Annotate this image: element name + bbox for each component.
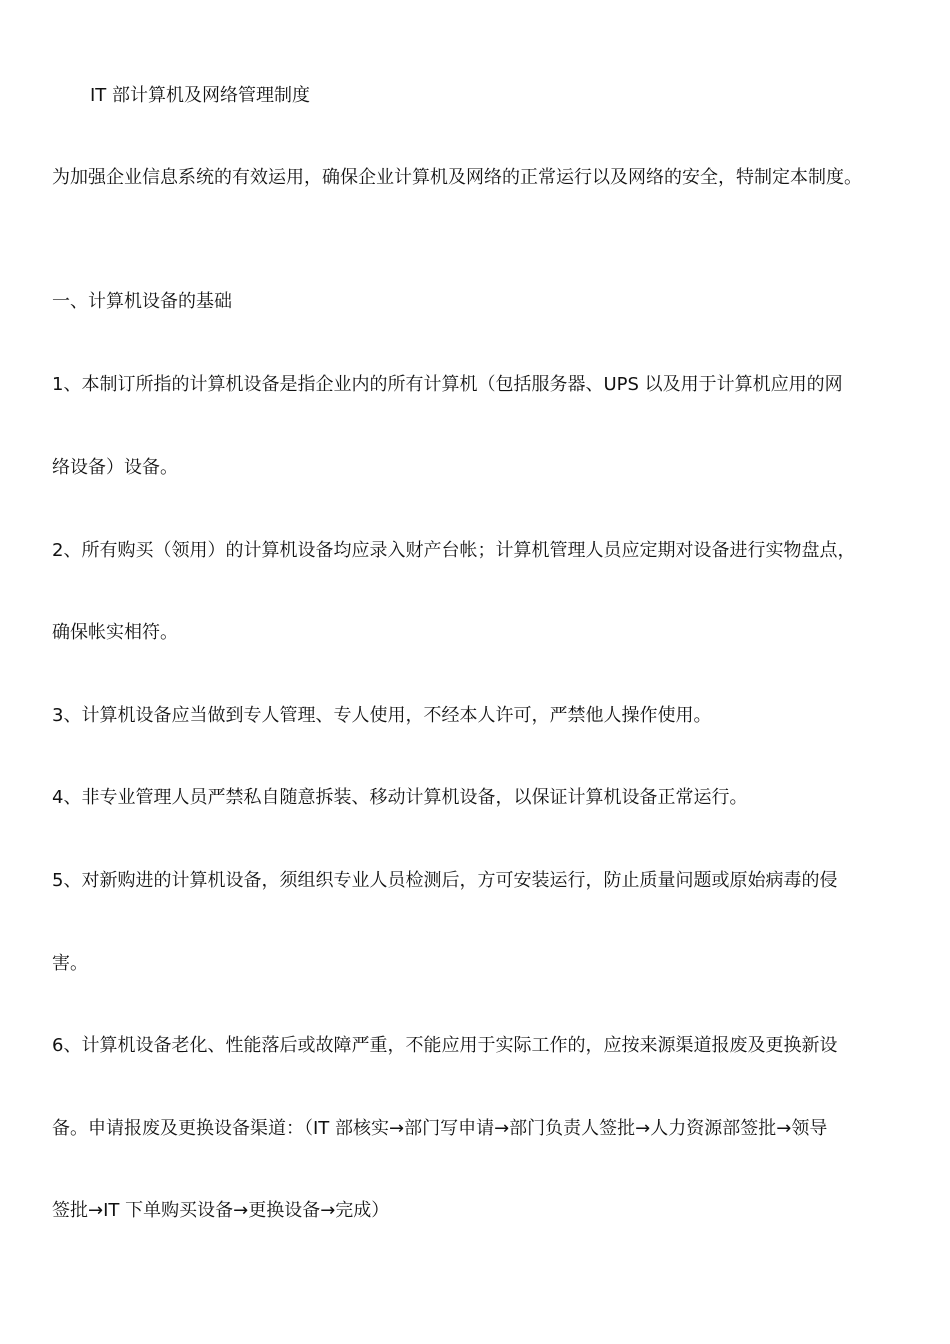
item-2-line-2: 确保帐实相符。 <box>52 622 178 643</box>
item-5-line-2: 害。 <box>52 953 88 974</box>
item-3-line-1: 3、计算机设备应当做到专人管理、专人使用，不经本人许可，严禁他人操作使用。 <box>52 705 712 726</box>
item-1-line-1: 1、本制订所指的计算机设备是指企业内的所有计算机（包括服务器、UPS 以及用于计算机应用的网 <box>52 374 843 395</box>
item-1-line-2: 络设备）设备。 <box>52 457 178 478</box>
item-5-line-1: 5、对新购进的计算机设备，须组织专业人员检测后，方可安装运行，防止质量问题或原始病毒的侵 <box>52 870 838 891</box>
item-2-line-1: 2、所有购买（领用）的计算机设备均应录入财产台帐；计算机管理人员应定期对设备进行实物盘点， <box>52 540 856 561</box>
intro-paragraph: 为加强企业信息系统的有效运用，确保企业计算机及网络的正常运行以及网络的安全，特制定本制度。 <box>52 167 862 188</box>
document-title: IT 部计算机及网络管理制度 <box>90 85 311 106</box>
section-heading: 一、计算机设备的基础 <box>52 291 232 312</box>
item-6-line-1: 6、计算机设备老化、性能落后或故障严重，不能应用于实际工作的，应按来源渠道报废及更换新设 <box>52 1035 838 1056</box>
item-6-line-2: 备。申请报废及更换设备渠道：（IT 部核实→部门写申请→部门负责人签批→人力资源部签批→领导 <box>52 1118 828 1139</box>
item-4-line-1: 4、非专业管理人员严禁私自随意拆装、移动计算机设备，以保证计算机设备正常运行。 <box>52 787 748 808</box>
item-6-line-3: 签批→IT 下单购买设备→更换设备→完成） <box>52 1200 390 1221</box>
